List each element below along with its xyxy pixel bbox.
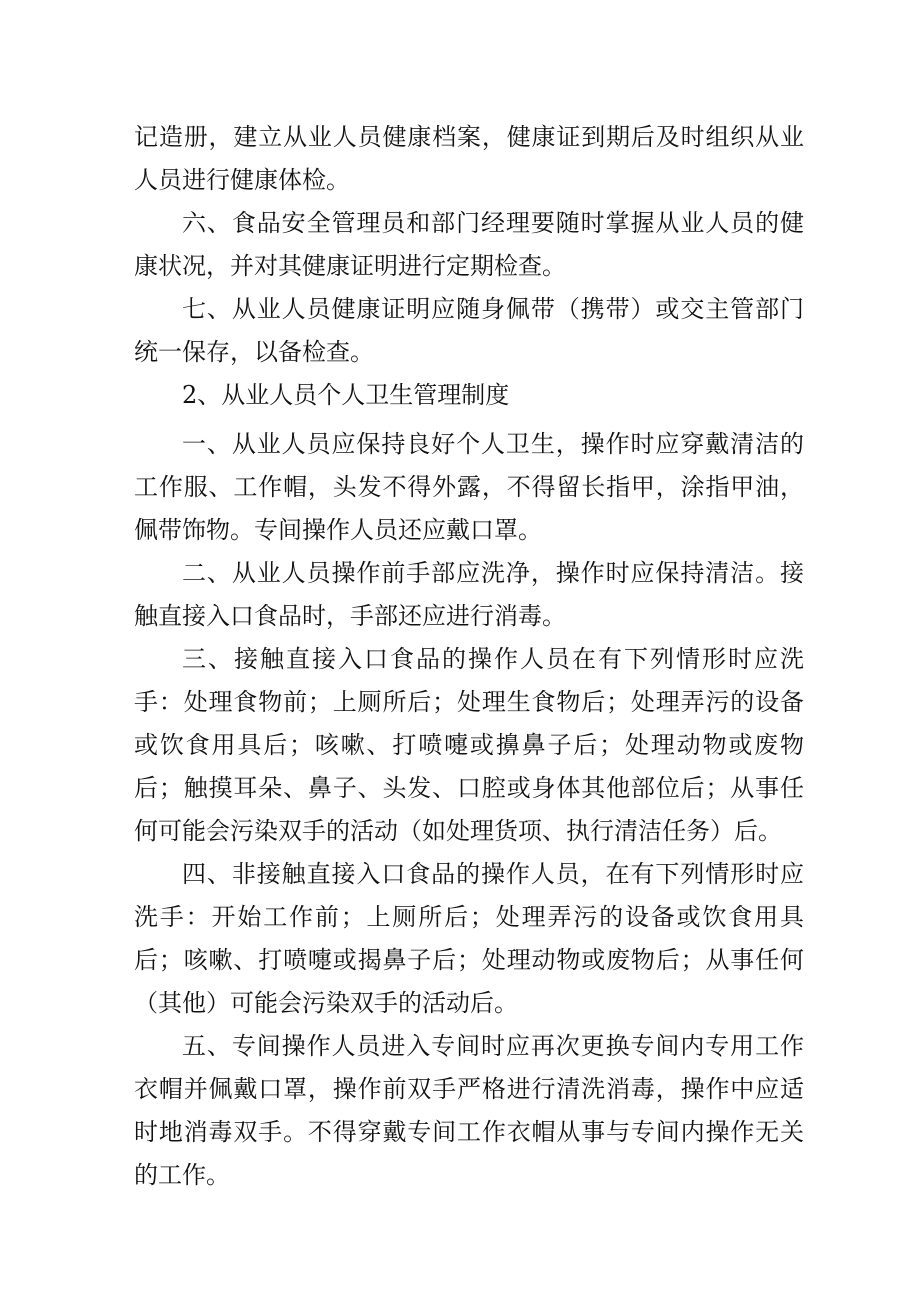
section-heading: 2、从业人员个人卫生管理制度 <box>182 381 510 409</box>
paragraph-item-5: 五、专间操作人员进入专间时应再次更换专间内专用工作衣帽并佩戴口罩，操作前双手严格进行清洗消毒，操作中应适时地消毒双手。不得穿戴专间工作衣帽从事与专间内操作无关的工作。 <box>134 1032 804 1189</box>
document-body <box>134 116 804 1197</box>
paragraph-item-3: 三、接触直接入口食品的操作人员在有下列情形时应洗手：处理食物前；上厕所后；处理生食物后；处理弄污的设备或饮食用具后；咳嗽、打喷嚏或擤鼻子后；处理动物或废物后；触摸耳朵、鼻子、头发、口腔或身体其他部位后；从事任何可能会污染双手的活动（如处理货项、执行清洁任务）后。 <box>134 645 804 845</box>
paragraph-item-2: 二、从业人员操作前手部应洗净，操作时应保持清洁。接触直接入口食品时，手部还应进行消毒。 <box>134 559 804 630</box>
paragraph-continuation: 记造册，建立从业人员健康档案，健康证到期后及时组织从业人员进行健康体检。 <box>134 123 804 194</box>
paragraph-item-6: 六、食品安全管理员和部门经理要随时掌握从业人员的健康状况，并对其健康证明进行定期检查。 <box>134 209 804 280</box>
paragraph-item-4: 四、非接触直接入口食品的操作人员，在有下列情形时应洗手：开始工作前；上厕所后；处理弄污的设备或饮食用具后；咳嗽、打喷嚏或揭鼻子后；处理动物或废物后；从事任何（其他）可能会污染双手的活动后。 <box>134 860 804 1017</box>
paragraph-item-1: 一、从业人员应保持良好个人卫生，操作时应穿戴清洁的工作服、工作帽，头发不得外露，不得留长指甲，涂指甲油，佩带饰物。专间操作人员还应戴口罩。 <box>134 430 804 544</box>
paragraph-item-7: 七、从业人员健康证明应随身佩带（携带）或交主管部门统一保存，以备检查。 <box>134 295 804 366</box>
